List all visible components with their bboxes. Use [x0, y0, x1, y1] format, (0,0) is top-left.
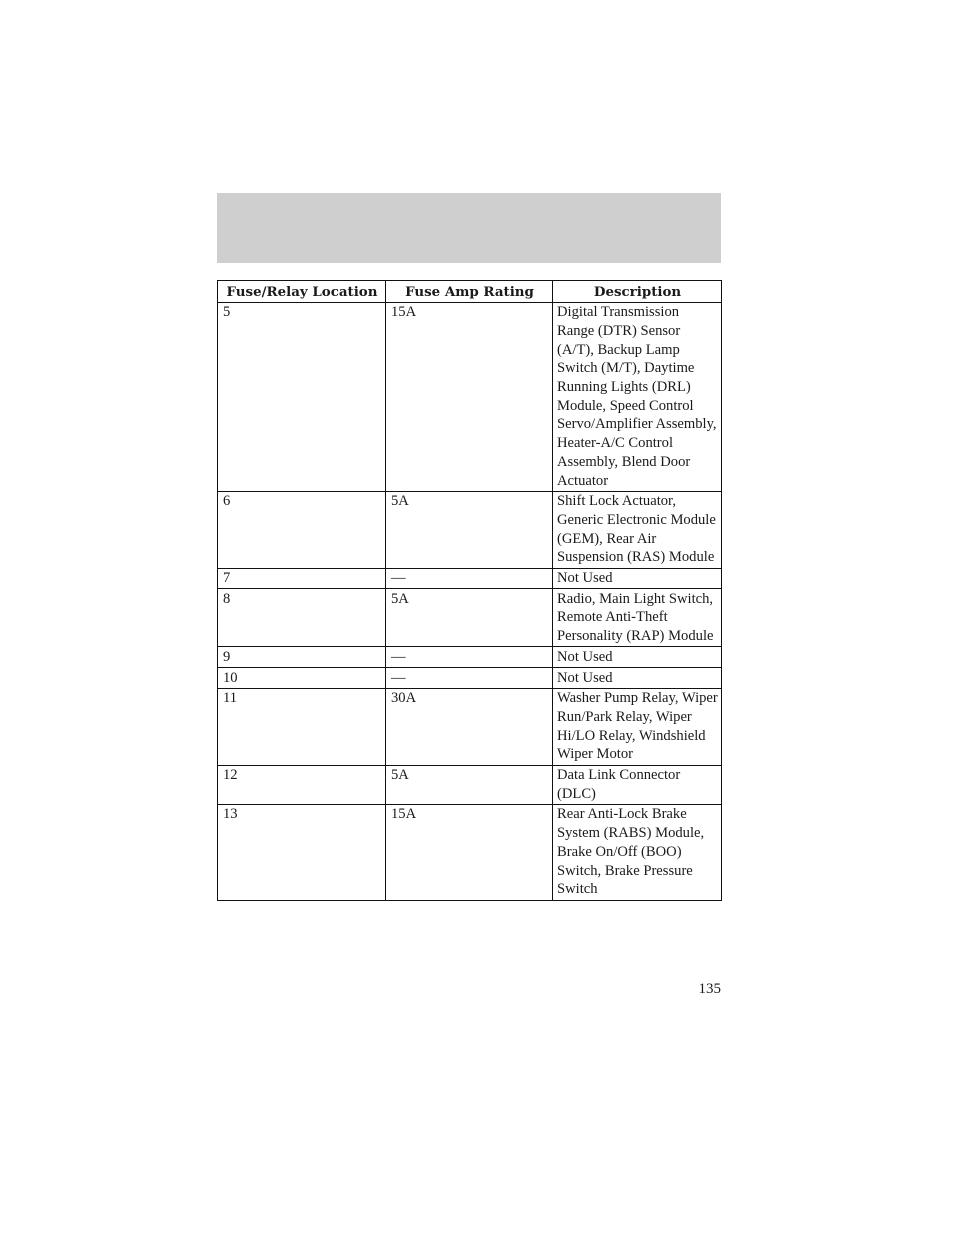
table-row	[218, 804, 722, 900]
table-row	[218, 568, 722, 589]
fuse-location: 11	[218, 688, 386, 765]
fuse-description: Shift Lock Actuator, Generic Electronic Module (GEM), Rear Air Suspension (RAS) Module	[553, 491, 722, 568]
fuse-description: Rear Anti-Lock Brake System (RABS) Module, Brake On/Off (BOO) Switch, Brake Pressure Switch	[553, 804, 722, 900]
table-row	[218, 647, 722, 668]
fuse-table	[217, 280, 722, 901]
table-row	[218, 765, 722, 804]
column-header-location: Fuse/Relay Location	[218, 281, 386, 303]
fuse-location: 5	[218, 302, 386, 491]
fuse-description: Not Used	[553, 647, 722, 668]
table-row	[218, 491, 722, 568]
fuse-description: Not Used	[553, 668, 722, 689]
table-row	[218, 589, 722, 647]
fuse-rating: 15A	[386, 302, 553, 491]
fuse-description: Radio, Main Light Switch, Remote Anti-Theft Personality (RAP) Module	[553, 589, 722, 647]
fuse-location: 10	[218, 668, 386, 689]
fuse-rating: 5A	[386, 765, 553, 804]
fuse-rating: 30A	[386, 688, 553, 765]
fuse-rating: 5A	[386, 589, 553, 647]
column-header-rating: Fuse Amp Rating	[386, 281, 553, 303]
fuse-description: Washer Pump Relay, Wiper Run/Park Relay, Wiper Hi/LO Relay, Windshield Wiper Motor	[553, 688, 722, 765]
fuse-description: Not Used	[553, 568, 722, 589]
column-header-description: Description	[553, 281, 722, 303]
fuse-rating: 5A	[386, 491, 553, 568]
table-header-row	[218, 281, 722, 303]
fuse-location: 13	[218, 804, 386, 900]
page-number: 135	[698, 981, 721, 997]
fuse-location: 8	[218, 589, 386, 647]
fuse-location: 12	[218, 765, 386, 804]
table-row	[218, 302, 722, 491]
table-row	[218, 668, 722, 689]
fuse-description: Data Link Connector (DLC)	[553, 765, 722, 804]
table-row	[218, 688, 722, 765]
fuse-description: Digital Transmission Range (DTR) Sensor (A/T), Backup Lamp Switch (M/T), Daytime Running Lights (DRL) Module, Speed Control Servo/Amplifier Assembly, Heater-A/C Control Assembly, Blend Door Actuator	[553, 302, 722, 491]
fuse-rating: 15A	[386, 804, 553, 900]
fuse-rating: —	[386, 668, 553, 689]
fuse-rating: —	[386, 647, 553, 668]
fuse-location: 6	[218, 491, 386, 568]
fuse-location: 9	[218, 647, 386, 668]
header-band	[217, 193, 721, 263]
fuse-location: 7	[218, 568, 386, 589]
fuse-rating: —	[386, 568, 553, 589]
